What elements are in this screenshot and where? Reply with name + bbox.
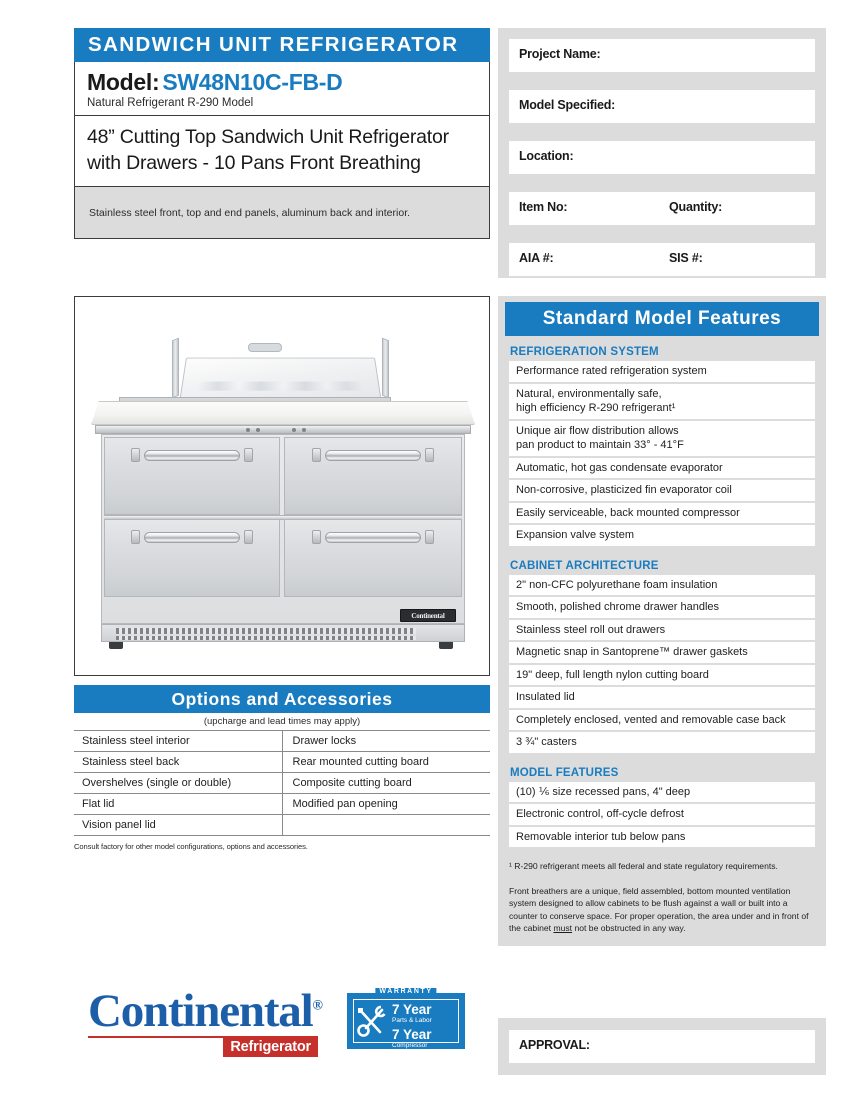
front-breathing-vent-grille <box>101 612 465 642</box>
section-heading-model-features: MODEL FEATURES <box>510 766 619 779</box>
footnote-refrigerant: ¹ R-290 refrigerant meets all federal and state regulatory requirements. <box>509 861 778 872</box>
table-row <box>74 794 490 815</box>
rail-clip <box>302 428 306 432</box>
list-item: Removable interior tub below pans <box>509 827 815 848</box>
lid-reflection <box>198 381 364 390</box>
option-cell: Drawer locks <box>282 731 490 752</box>
warranty-title: WARRANTY <box>375 988 436 995</box>
option-cell: Overshelves (single or double) <box>74 773 282 794</box>
handle-end-cap <box>131 448 140 462</box>
field-label: AIA #: <box>519 251 554 265</box>
list-item: 19" deep, full length nylon cutting board <box>509 665 815 686</box>
description-box <box>74 116 490 187</box>
handle-end-cap <box>312 448 321 462</box>
field-label: APPROVAL: <box>519 1038 590 1052</box>
option-cell: Vision panel lid <box>74 815 282 836</box>
field-item-no-quantity[interactable] <box>509 192 815 225</box>
warranty-badge <box>347 988 465 1049</box>
list-item: Expansion valve system <box>509 525 815 546</box>
list-item: Performance rated refrigeration system <box>509 361 815 382</box>
drawer-top-right <box>284 437 462 515</box>
lid-hinge-left <box>172 338 179 399</box>
tools-icon <box>355 1005 389 1037</box>
handle-end-cap <box>131 530 140 544</box>
drawer-bottom-left <box>104 519 280 597</box>
construction-note: Stainless steel front, top and end panels, aluminum back and interior. <box>89 207 411 220</box>
features-body <box>509 346 815 935</box>
list-item: Easily serviceable, back mounted compressor <box>509 503 815 524</box>
list-item: Magnetic snap in Santoprene™ drawer gaskets <box>509 642 815 663</box>
list-item: Smooth, polished chrome drawer handles <box>509 597 815 618</box>
field-aia-sis[interactable] <box>509 243 815 276</box>
warranty-compressor-years: 7 Year <box>392 1026 432 1042</box>
option-cell: Composite cutting board <box>282 773 490 794</box>
registered-trademark-icon: ® <box>312 998 322 1014</box>
table-row <box>74 731 490 752</box>
warranty-text <box>392 1003 432 1052</box>
caster-right <box>439 642 453 649</box>
model-number: SW48N10C-FB-D <box>162 69 343 95</box>
model-label: Model: <box>87 69 160 95</box>
refrigerator-illustration <box>75 297 490 676</box>
handle-end-cap <box>425 530 434 544</box>
model-line <box>87 69 477 96</box>
list-item: Automatic, hot gas condensate evaporator <box>509 458 815 479</box>
field-label: Model Specified: <box>519 98 616 112</box>
drawer-handle <box>325 532 421 543</box>
field-project-name[interactable] <box>509 39 815 72</box>
list-item: Insulated lid <box>509 687 815 708</box>
logo-wordmark <box>88 985 322 1037</box>
model-features-list <box>509 782 815 848</box>
rail-clip <box>256 428 260 432</box>
brand-nameplate: Continental <box>400 609 456 622</box>
cutting-board-top <box>91 401 475 425</box>
handle-end-cap <box>244 448 253 462</box>
rail-clip <box>246 428 250 432</box>
drawer-top-left <box>104 437 280 515</box>
options-table <box>74 730 490 836</box>
list-item: (10) ⅙ size recessed pans, 4" deep <box>509 782 815 803</box>
footnote-text-post: not be obstructed in any way. <box>572 923 686 934</box>
warranty-compressor-scope: Compressor <box>392 1041 428 1049</box>
drawer-bottom-right <box>284 519 462 597</box>
footnote-front-breather <box>509 885 815 935</box>
caster-left <box>109 642 123 649</box>
logo-name: Continental <box>88 985 313 1037</box>
list-item: Non-corrosive, plasticized fin evaporator coil <box>509 480 815 501</box>
field-label-secondary: Quantity: <box>669 200 723 214</box>
construction-note-box <box>74 187 490 239</box>
product-description: 48” Cutting Top Sandwich Unit Refrigerator with Drawers - 10 Pans Front Breathing <box>87 126 449 174</box>
field-label: Project Name: <box>519 47 601 61</box>
top-rail <box>95 425 471 434</box>
field-approval[interactable] <box>509 1030 815 1063</box>
spec-form-panel <box>498 28 826 278</box>
options-subtitle: (upcharge and lead times may apply) <box>203 716 361 727</box>
option-cell <box>282 815 490 836</box>
list-item: Natural, environmentally safe, high efficiency R-290 refrigerant¹ <box>509 384 815 419</box>
list-item: Completely enclosed, vented and removable case back <box>509 710 815 731</box>
drawer-handle <box>144 450 240 461</box>
rail-clip <box>292 428 296 432</box>
continental-logo <box>88 985 322 1057</box>
drawer-handle <box>325 450 421 461</box>
option-cell: Rear mounted cutting board <box>282 752 490 773</box>
list-item: 3 ¾" casters <box>509 732 815 753</box>
logo-tagline: Refrigerator <box>223 1038 318 1057</box>
handle-end-cap <box>425 448 434 462</box>
field-model-specified[interactable] <box>509 90 815 123</box>
footnote-emphasis: must <box>553 923 573 934</box>
field-label: Item No: <box>519 200 568 214</box>
drawer-handle <box>144 532 240 543</box>
refrigerant-line: Natural Refrigerant R-290 Model <box>87 97 254 109</box>
footnote-text-pre: Front breathers are a unique, field assembled, bottom mounted ventilation system designed to allow cabinets to be flush against a wall or built into a counter to conserve space. For proper operation, the area under and in front of the cabinet <box>509 885 809 934</box>
options-section <box>74 685 490 851</box>
category-title-bar: SANDWICH UNIT REFRIGERATOR <box>74 28 490 62</box>
vent-louvers <box>116 628 416 640</box>
approval-panel <box>498 1018 826 1075</box>
model-box <box>74 62 490 116</box>
cabinet-architecture-list <box>509 575 815 753</box>
cabinet-body <box>101 434 465 624</box>
handle-end-cap <box>312 530 321 544</box>
list-item: 2" non-CFC polyurethane foam insulation <box>509 575 815 596</box>
field-location[interactable] <box>509 141 815 174</box>
refrigeration-system-list <box>509 361 815 546</box>
product-image <box>74 296 490 676</box>
warranty-parts-years: 7 Year <box>392 1002 432 1017</box>
lid-hinge-right <box>382 338 389 399</box>
left-column <box>74 28 490 239</box>
section-heading-refrigeration: REFRIGERATION SYSTEM <box>510 346 659 358</box>
list-item: Unique air flow distribution allows pan product to maintain 33° - 41°F <box>509 421 815 456</box>
warranty-parts-scope: Parts & Labor <box>392 1017 432 1025</box>
option-cell: Stainless steel interior <box>74 731 282 752</box>
features-title-bar: Standard Model Features <box>505 302 819 336</box>
options-footnote: Consult factory for other model configurations, options and accessories. <box>74 842 308 851</box>
option-cell: Stainless steel back <box>74 752 282 773</box>
table-row <box>74 752 490 773</box>
list-item: Electronic control, off-cycle defrost <box>509 804 815 825</box>
option-cell: Modified pan opening <box>282 794 490 815</box>
section-heading-cabinet: CABINET ARCHITECTURE <box>510 559 659 572</box>
field-label: Location: <box>519 149 574 163</box>
list-item: Stainless steel roll out drawers <box>509 620 815 641</box>
lid-handle-knob <box>248 343 282 352</box>
table-row <box>74 815 490 836</box>
option-cell: Flat lid <box>74 794 282 815</box>
field-label-secondary: SIS #: <box>669 251 703 265</box>
standard-features-panel <box>498 296 826 946</box>
handle-end-cap <box>244 530 253 544</box>
options-title-bar: Options and Accessories <box>74 685 490 713</box>
table-row <box>74 773 490 794</box>
